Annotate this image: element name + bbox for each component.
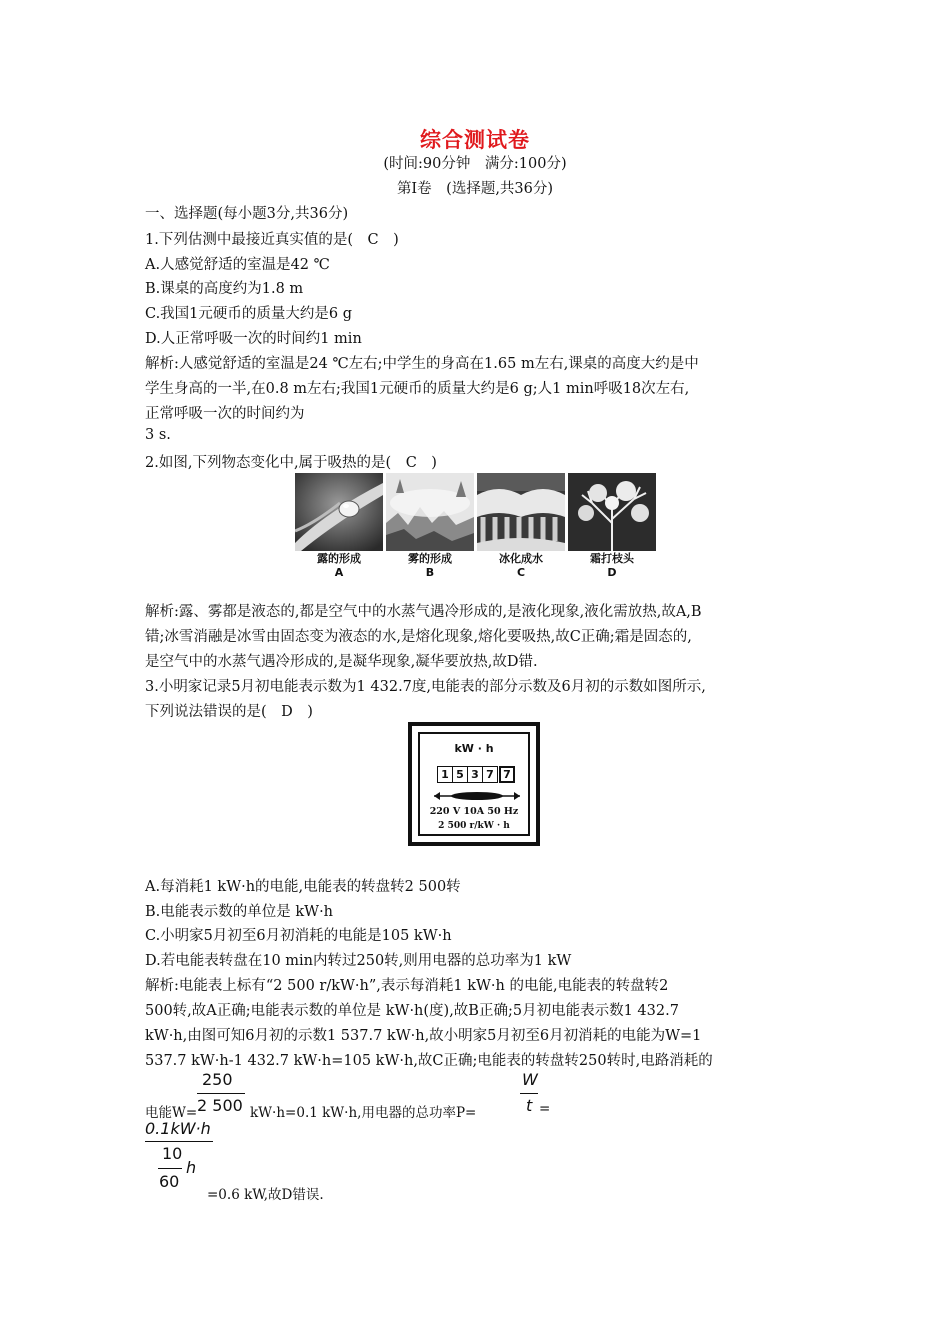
q2-explanation-line2: 错;冰雪消融是冰雪由固态变为液态的水,是熔化现象,熔化要吸热,故C正确;霜是固态的,: [145, 629, 692, 645]
meter-digit: 7: [483, 766, 498, 783]
q3-explanation-line4: 537.7 kW·h-1 432.7 kW·h=105 kW·h,故C正确;电能表的转盘转250转时,电路消耗的: [145, 1053, 713, 1069]
q2-figure-row: [295, 473, 657, 583]
ice-melting-photo-icon: [477, 473, 565, 551]
fraction-bar: [520, 1093, 538, 1094]
q1-explanation-line2: 学生身高的一半,在0.8 m左右;我国1元硬币的质量大约是6 g;人1 min呼吸18次左右,: [145, 381, 690, 397]
meter-digit: 3: [468, 766, 483, 783]
q3-explanation-line3: kW·h,由图可知6月初的示数1 537.7 kW·h,故小明家5月初至6月初消耗的电能为W=1: [145, 1028, 702, 1044]
fraction-bar: [197, 1093, 245, 1094]
q2-explanation-line1: 解析:露、雾都是液态的,都是空气中的水蒸气遇冷形成的,是液化现象,液化需放热,故A,B: [145, 604, 702, 620]
fraction-bar: [158, 1168, 182, 1169]
frost-photo-icon: [568, 473, 656, 551]
fog-photo-icon: [386, 473, 474, 551]
q2-figure-c-caption: 冰化成水 C: [499, 552, 543, 579]
meter-digit-display: [437, 766, 515, 783]
page-title: 综合测试卷: [420, 127, 530, 152]
part-heading: 第Ⅰ卷 (选择题,共36分): [396, 181, 554, 197]
q1-option-d: D.人正常呼吸一次的时间约1 min: [145, 331, 362, 347]
q3-option-b: B.电能表示数的单位是 kW·h: [145, 904, 334, 920]
fraction-unit: h: [186, 1158, 197, 1177]
q2-figure-b-caption: 雾的形成 B: [408, 552, 452, 579]
dew-photo-icon: [295, 473, 383, 551]
meter-digit: 5: [453, 766, 468, 783]
fraction-inner-denominator: 60: [159, 1172, 180, 1191]
fraction-denominator: 2 500: [197, 1096, 243, 1115]
fraction-numerator: 0.1kW·h: [145, 1119, 211, 1138]
q3-equals-sign: =: [539, 1101, 551, 1117]
q2-stem: 2.如图,下列物态变化中,属于吸热的是( C ): [145, 455, 437, 471]
meter-decimal-digit: 7: [499, 766, 515, 783]
q3-explanation-line2: 500转,故A正确;电能表示数的单位是 kW·h(度),故B正确;5月初电能表示数1 432.7: [145, 1003, 679, 1019]
electric-meter-figure: [408, 722, 540, 846]
q1-explanation-line1: 解析:人感觉舒适的室温是24 ℃左右;中学生的身高在1.65 m左右,课桌的高度大约是中: [145, 356, 699, 372]
q2-explanation-line3: 是空气中的水蒸气遇冷形成的,是凝华现象,凝华要放热,故D错.: [145, 654, 538, 670]
fraction-inner-numerator: 10: [162, 1144, 183, 1163]
q3-explanation-line5-prefix: 电能W=: [145, 1105, 198, 1121]
meter-spec-line2: 2 500 r/kW · h: [438, 821, 510, 831]
q3-explanation-line6: =0.6 kW,故D错误.: [207, 1187, 324, 1203]
q1-option-a: A.人感觉舒适的室温是42 ℃: [145, 257, 330, 273]
q1-option-c: C.我国1元硬币的质量大约是6 g: [145, 306, 353, 322]
q3-stem-line2: 下列说法错误的是( D ): [145, 704, 313, 720]
q3-explanation-line1: 解析:电能表上标有“2 500 r/kW·h”,表示每消耗1 kW·h 的电能,电能表的转盘转2: [145, 978, 669, 994]
q1-explanation-line3: 正常呼吸一次的时间约为: [145, 406, 305, 422]
fraction-numerator: 250: [202, 1070, 233, 1089]
q2-figure-d-caption: 霜打枝头 D: [590, 552, 634, 579]
q1-stem: 1.下列估测中最接近真实值的是( C ): [145, 232, 399, 248]
q3-option-c: C.小明家5月初至6月初消耗的电能是105 kW·h: [145, 928, 452, 944]
meter-unit-label: kW · h: [454, 742, 494, 755]
q1-option-b: B.课桌的高度约为1.8 m: [145, 281, 304, 297]
fraction-bar: [145, 1141, 213, 1142]
q2-figure-a-caption: 露的形成 A: [317, 552, 361, 579]
q1-explanation-line4: 3 s.: [145, 427, 171, 443]
meter-spec-line1: 220 V 10A 50 Hz: [429, 806, 519, 817]
exam-info: (时间:90分钟 满分:100分): [383, 156, 567, 172]
section-heading: 一、选择题(每小题3分,共36分): [145, 206, 349, 222]
meter-digit: 1: [437, 766, 453, 783]
q3-option-d: D.若电能表转盘在10 min内转过250转,则用电器的总功率为1 kW: [145, 953, 572, 969]
q3-explanation-line5-middle: kW·h=0.1 kW·h,用电器的总功率P=: [250, 1105, 477, 1121]
fraction-numerator: W: [522, 1070, 538, 1089]
fraction-denominator: t: [526, 1096, 533, 1115]
q3-stem-line1: 3.小明家记录5月初电能表示数为1 432.7度,电能表的部分示数及6月初的示数如图所示,: [145, 679, 706, 695]
meter-dial-icon: [432, 788, 522, 807]
electric-meter-face: [418, 732, 530, 836]
q3-option-a: A.每消耗1 kW·h的电能,电能表的转盘转2 500转: [145, 879, 461, 895]
